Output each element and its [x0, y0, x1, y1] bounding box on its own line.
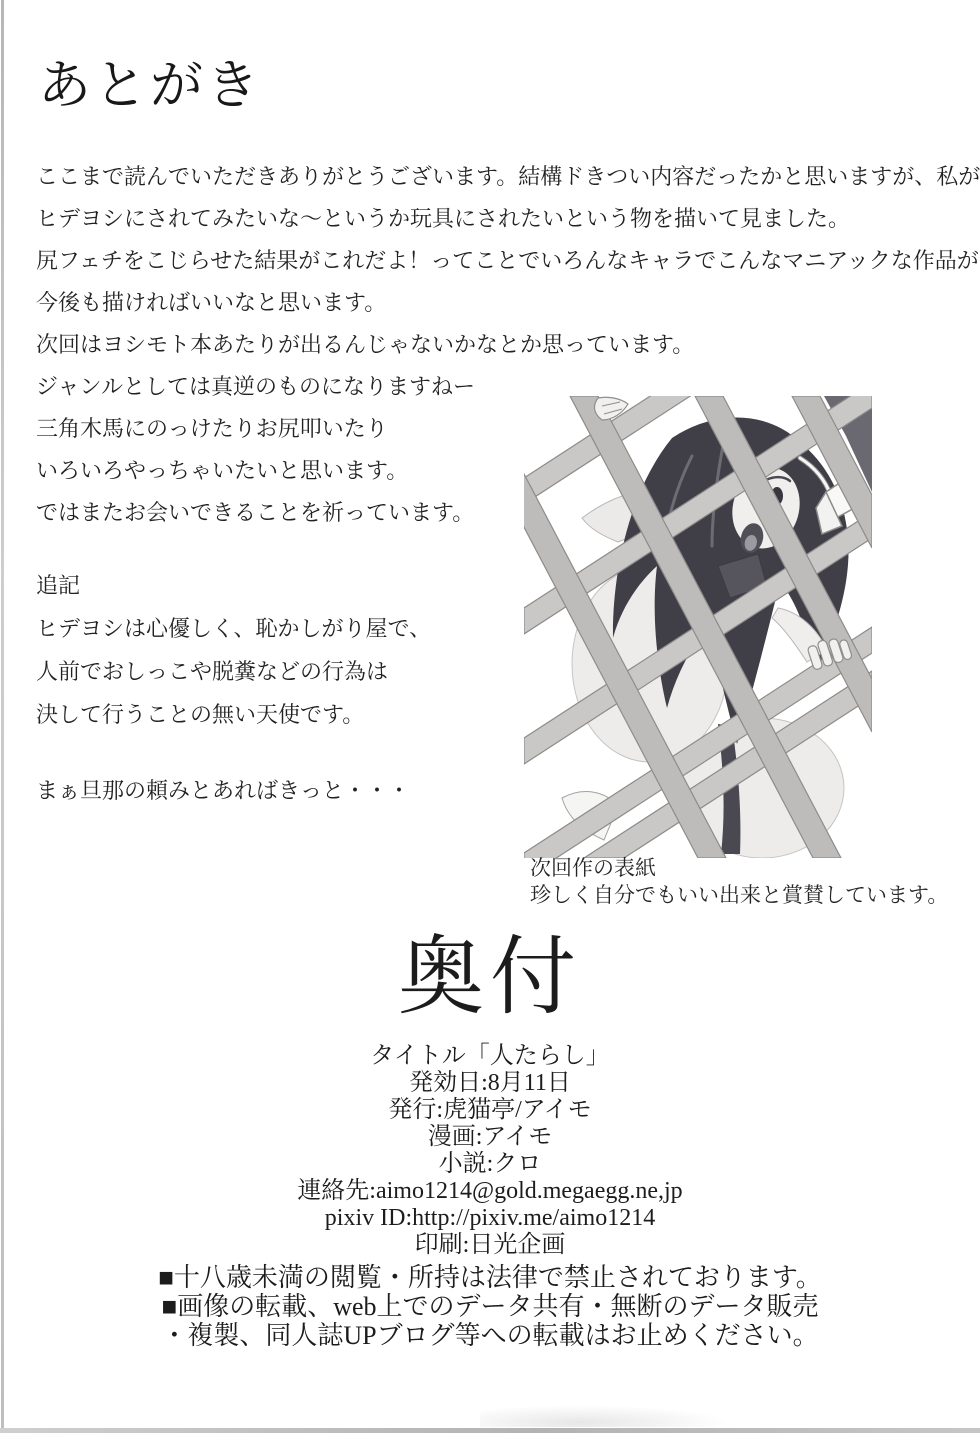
colophon-section	[0, 925, 980, 1350]
postscript-line: 人前でおしっこや脱糞などの行為は	[36, 659, 389, 684]
colophon-entry-title: タイトル「人たらし」	[370, 1043, 610, 1069]
colophon-entries	[0, 1043, 980, 1259]
afterword-line: 次回はヨシモト本あたりが出るんじゃないかなとか思っています。	[36, 332, 695, 357]
afterword-line: 尻フェチをこじらせた結果がこれだよ！ってことでいろんなキャラでこんなマニアックな作品が	[36, 248, 979, 273]
scan-smudge	[480, 1405, 730, 1427]
illustration-caption	[530, 855, 948, 909]
colophon-entry-publisher: 発行:虎猫亭/アイモ	[388, 1097, 592, 1123]
afterword-line: ジャンルとしては真逆のものになりますねー	[36, 374, 476, 399]
scan-edge-line	[1, 0, 4, 1433]
postscript-footnote: まぁ旦那の頼みとあればきっと・・・	[36, 778, 411, 803]
postscript-heading: 追記	[36, 573, 81, 598]
colophon-entry-contact: 連絡先:aimo1214@gold.megaegg.ne,jp	[297, 1178, 683, 1204]
scan-bottom-strip	[0, 1428, 980, 1433]
afterword-line: いろいろやっちゃいたいと思います。	[36, 458, 409, 483]
colophon-entry-novel: 小説:クロ	[438, 1151, 542, 1177]
caption-line: 珍しく自分でもいい出来と賞賛しています。	[530, 884, 949, 907]
colophon-notices	[0, 1263, 980, 1350]
postscript-line: ヒデヨシは心優しく、恥かしがり屋で、	[36, 616, 432, 641]
notice-line: ■十八歳未満の閲覧・所持は法律で禁止されております。	[158, 1263, 822, 1292]
afterword-line: 今後も描ければいいなと思います。	[36, 290, 387, 315]
caption-line: 次回作の表紙	[530, 857, 656, 880]
notice-line: ・複製、同人誌UPブログ等への転載はお止めください。	[161, 1321, 819, 1350]
colophon-entry-pixiv: pixiv ID:http://pixiv.me/aimo1214	[324, 1205, 656, 1231]
next-work-cover-illustration	[524, 396, 872, 858]
postscript-line: 決して行うことの無い天使です。	[36, 702, 365, 727]
colophon-entry-printer: 印刷:日光企画	[414, 1232, 566, 1258]
afterword-line: ここまで読んでいただきありがとうございます。結構ドきつい内容だったかと思いますが、私が	[36, 164, 980, 189]
afterword-line: ヒデヨシにされてみたいな～というか玩具にされたいという物を描いて見ました。	[36, 206, 851, 231]
colophon-heading: 奥付	[398, 929, 582, 1025]
afterword-line: ではまたお会いできることを祈っています。	[36, 500, 475, 525]
postscript-block	[36, 564, 431, 736]
notice-line: ■画像の転載、web上でのデータ共有・無断のデータ販売	[161, 1292, 819, 1321]
colophon-entry-manga: 漫画:アイモ	[427, 1124, 553, 1150]
page-title: あとがき	[38, 56, 262, 115]
afterword-line: 三角木馬にのっけたりお尻叩いたり	[36, 416, 388, 441]
colophon-entry-date: 発効日:8月11日	[409, 1070, 571, 1096]
